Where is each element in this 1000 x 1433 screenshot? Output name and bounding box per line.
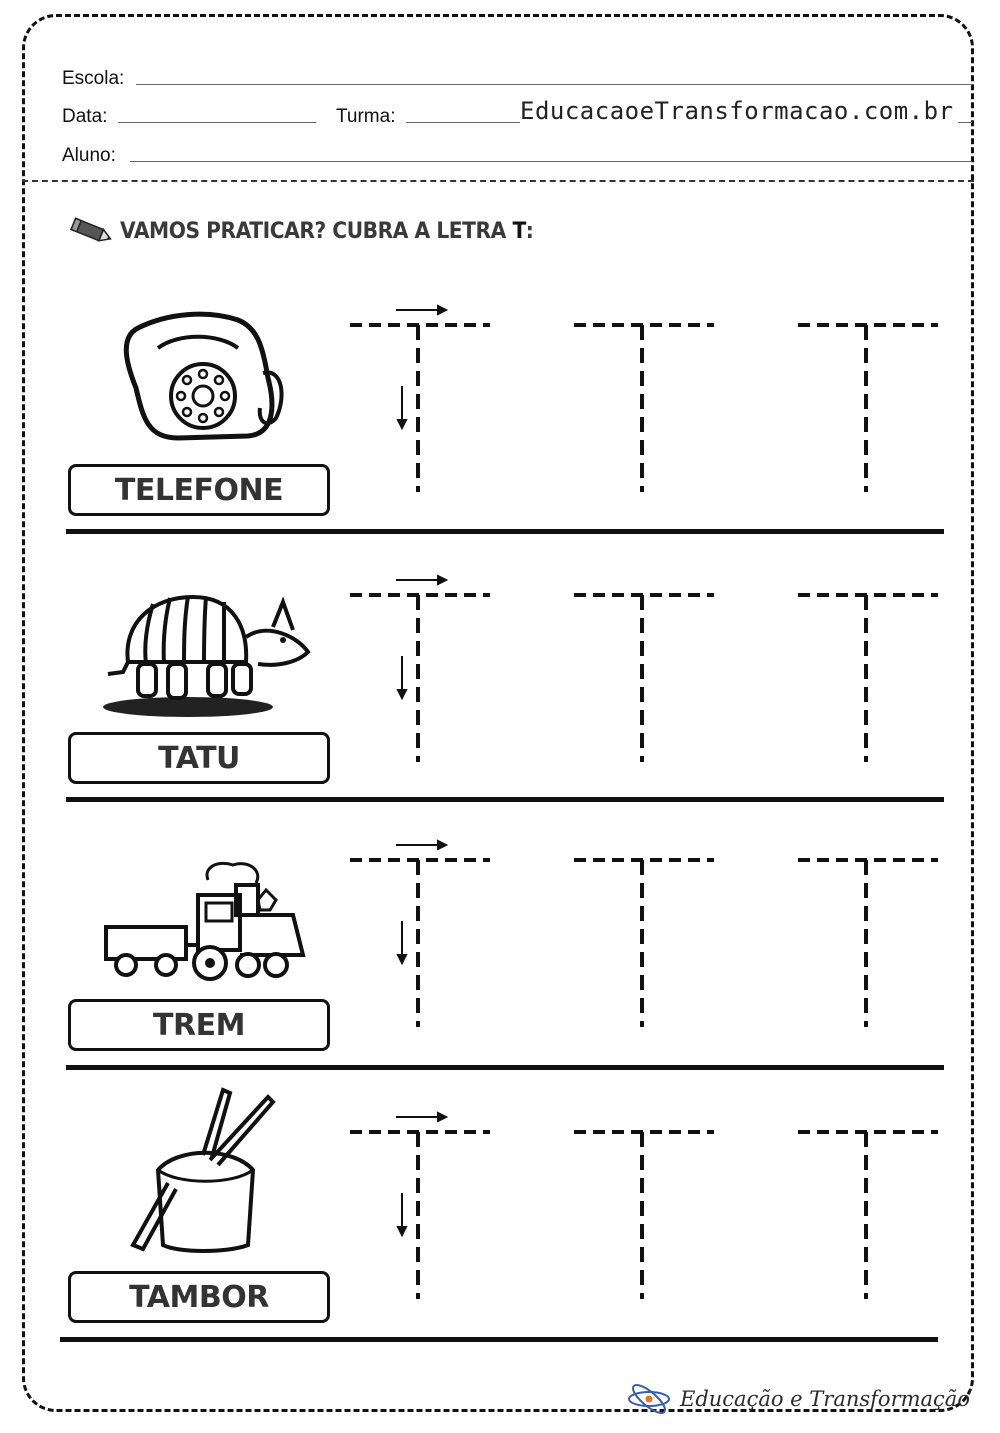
row-divider — [66, 529, 944, 534]
tracing-area — [340, 570, 950, 770]
armadillo-icon — [98, 582, 318, 732]
word-box: TELEFONE — [68, 464, 330, 516]
dashed-t-letters[interactable] — [340, 1107, 950, 1307]
direction-arrows — [396, 576, 446, 698]
atom-logo-icon — [626, 1384, 672, 1414]
dashed-t-letters[interactable] — [340, 835, 950, 1035]
word-box: TAMBOR — [68, 1271, 330, 1323]
drum-icon — [98, 1085, 318, 1255]
direction-arrows — [396, 841, 446, 963]
student-label: Aluno: — [62, 145, 116, 166]
instruction-text: VAMOS PRATICAR? CUBRA A LETRA T: — [120, 218, 534, 244]
row-divider — [66, 1065, 944, 1070]
row-divider — [66, 797, 944, 802]
website-text: EducacaoeTransformacao.com.br — [520, 97, 954, 125]
direction-arrows — [396, 306, 446, 428]
tracing-area — [340, 300, 950, 500]
school-label: Escola: — [62, 68, 125, 89]
student-line[interactable] — [130, 161, 972, 162]
train-icon — [98, 855, 318, 1005]
class-label: Turma: — [336, 106, 396, 127]
date-label: Data: — [62, 106, 108, 127]
class-line[interactable] — [406, 122, 520, 123]
tracing-area — [340, 835, 950, 1035]
date-line[interactable] — [118, 122, 316, 123]
instruction — [68, 216, 569, 246]
dashed-t-letters[interactable] — [340, 570, 950, 770]
footer-brand-text: Educação e Transformação — [680, 1387, 970, 1411]
direction-arrows — [396, 1113, 446, 1235]
class-line-end — [958, 122, 972, 123]
dashed-t-letters[interactable] — [340, 300, 950, 500]
tracing-area — [340, 1107, 950, 1307]
footer-brand — [626, 1384, 970, 1414]
telephone-icon — [98, 308, 318, 458]
school-line[interactable] — [136, 84, 972, 85]
row-divider — [60, 1337, 938, 1342]
pencil-icon — [68, 216, 114, 246]
word-box: TREM — [68, 999, 330, 1051]
header-separator — [22, 180, 974, 182]
word-box: TATU — [68, 732, 330, 784]
